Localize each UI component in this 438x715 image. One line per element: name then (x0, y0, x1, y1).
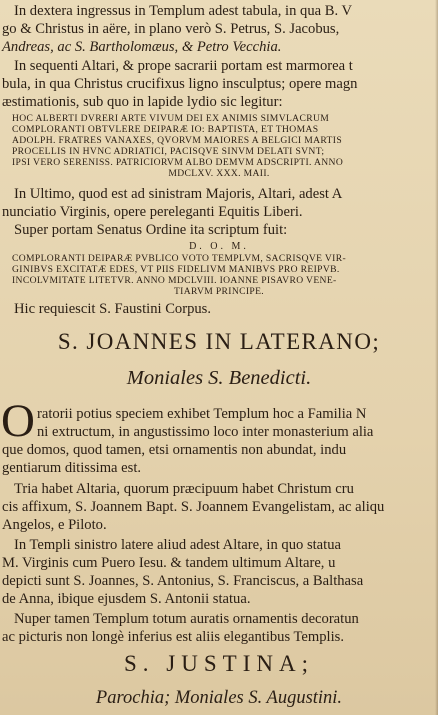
section-subheading: Moniales S. Benedicti. (126, 367, 312, 389)
text-line: bula, in qua Christus crucifixus ligno insculptus; opere magn (2, 76, 358, 92)
text-line: de Anna, ibique ejusdem S. Antonii statua. (2, 591, 251, 607)
inscription-line: ADOLPH. FRATRES VANAXES, QVORVM MAIORES A BELGICI MARTIS (12, 135, 343, 146)
text-line: Nuper tamen Templum totum auratis ornamentis decoratun (14, 611, 359, 627)
section-subheading: Parochia; Moniales S. Augustini. (95, 688, 343, 708)
text-line: Super portam Senatus Ordine ita scriptum fuit: (14, 222, 288, 238)
text-line: æstimationis, sub quo in lapide lydio sic legitur: (2, 94, 283, 110)
inscription-line: GINIBVS EXCITATÆ EDES, VT PIIS FIDELIVM MANIBVS PRO REIPVB. (12, 264, 340, 275)
text-line: ratorii potius speciem exhibet Templum hoc a Familia N (37, 406, 367, 422)
text-line: In Templi sinistro latere aliud adest Altare, in quo statua (14, 537, 341, 553)
text-line: Andreas, ac S. Bartholomæus, & Petro Vecchia. (2, 39, 282, 55)
inscription-heading: D. O. M. (189, 241, 249, 252)
drop-cap: O (1, 395, 35, 447)
inscription-line: IPSI VERO SERENISS. PATRICIORVM ALBO DEMVM ADSCRIPTI. ANNO (12, 157, 344, 168)
text-line: depicti sunt S. Joannes, S. Antonius, S. Franciscus, a Balthasa (2, 573, 364, 589)
text-line: go & Christus in aëre, in plano verò S. Petrus, S. Jacobus, (2, 21, 340, 37)
text-line: ni extructum, in angustissimo loco inter monasterium alia (37, 424, 374, 440)
inscription-line: COMPLORANTI OBTVLERE DEIPARÆ IO: BAPTISTA, ET THOMAS (12, 124, 319, 135)
inscription-line: HOC ALBERTI DVRERI ARTE VIVUM DEI EX ANIMIS SIMVLACRUM (12, 113, 330, 124)
text-line: M. Virginis cum Puero Iesu. & tandem ultimum Altare, u (2, 555, 336, 571)
text-line: ac picturis non longè inferius est aliis elegantibus Templis. (2, 629, 344, 645)
text-line: Hic requiescit S. Faustini Corpus. (14, 301, 212, 317)
text-line: In sequenti Altari, & prope sacrarii portam est marmorea t (14, 58, 353, 74)
text-line: Tria habet Altaria, quorum præcipuum habet Christum cru (14, 481, 354, 497)
text-line: Angelos, e Piloto. (2, 517, 107, 533)
inscription-line: MDCLXV. XXX. MAII. (168, 168, 270, 179)
text-line: que domos, quod tamen, etsi ornamentis non abundat, indu (2, 442, 347, 458)
text-line: In dextera ingressus in Templum adest tabula, in qua B. V (14, 3, 353, 19)
section-heading: S. JUSTINA; (124, 651, 314, 676)
inscription-line: COMPLORANTI DEIPARÆ PVBLICO VOTO TEMPLVM, SACRISQVE VIR- (12, 253, 347, 264)
section-heading: S. JOANNES IN LATERANO; (57, 329, 381, 354)
inscription-line: PROCELLIS IN HVNC ADRIATICI, PACISQVE SINVM DELATI SVNT; (12, 146, 325, 157)
text-line: nunciatio Virginis, opere pereleganti Equitis Liberi. (2, 204, 303, 220)
inscription-line: TIARVM PRINCIPE. (173, 286, 265, 297)
text-line: gentiarum ditissima est. (2, 460, 142, 476)
text-line: cis affixum, S. Joannem Bapt. S. Joannem Evangelistam, ac aliqu (2, 499, 385, 515)
inscription-line: INCOLVMITATE LITETVR. ANNO MDCLVIII. IOANNE PISAVRO VENE- (12, 275, 337, 286)
text-line: In Ultimo, quod est ad sinistram Majoris, Altari, adest A (14, 186, 343, 202)
